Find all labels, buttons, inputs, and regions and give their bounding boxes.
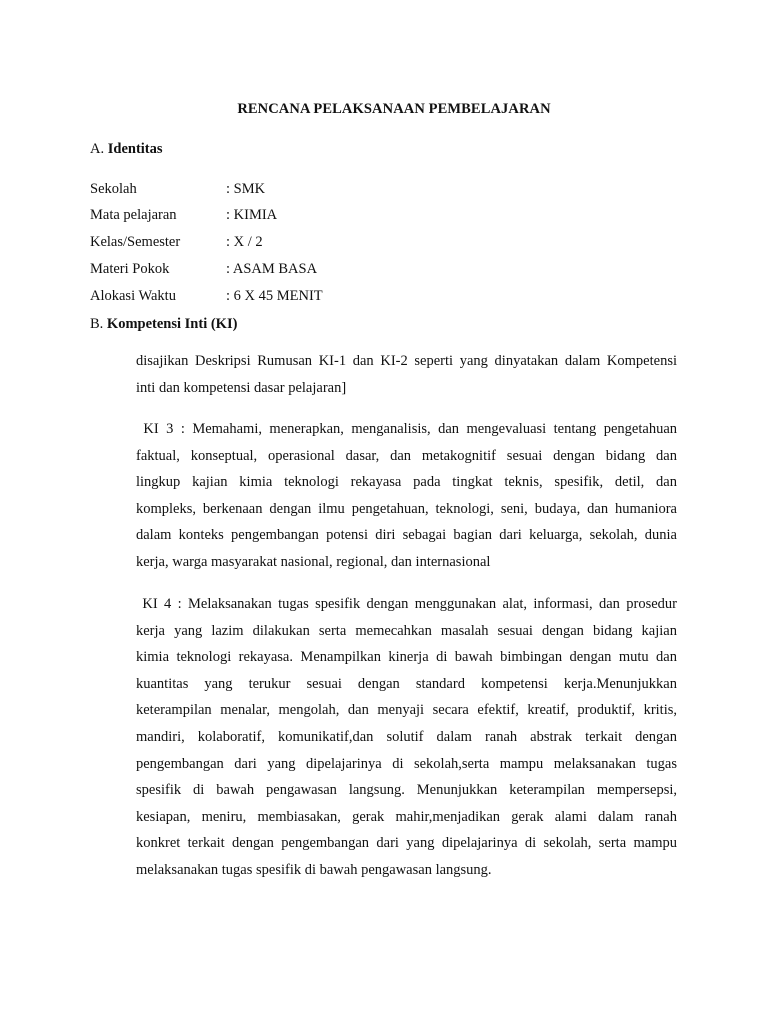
section-a-name: Identitas bbox=[107, 141, 163, 157]
identitas-label: Sekolah bbox=[90, 181, 137, 197]
paragraph-line: kerja yang lazim dilakukan serta memecahkan masalah sesuai dengan bidang kajian bbox=[136, 622, 677, 639]
paragraph-line: KI 4 : Melaksanakan tugas spesifik dengan menggunakan alat, informasi, dan prosedur bbox=[136, 596, 677, 612]
paragraph-line: kesiapan, meniru, membiasakan, gerak mahir,menjadikan gerak alami dalam ranah bbox=[136, 808, 677, 825]
paragraph-line: spesifik di bawah pengawasan langsung. Menunjukkan keterampilan mempersepsi, bbox=[136, 782, 677, 799]
identitas-label: Materi Pokok bbox=[90, 261, 170, 277]
ki4-paragraph bbox=[136, 591, 677, 884]
identitas-label: Mata pelajaran bbox=[90, 207, 177, 223]
paragraph-line: melaksanakan tugas spesifik di bawah pengawasan langsung. bbox=[136, 861, 492, 878]
paragraph-line: konkret terkait dengan pengembangan dari yang dipelajarinya di sekolah, serta mampu bbox=[136, 835, 677, 852]
paragraph-line: keterampilan menalar, mengolah, dan menyaji secara efektif, kreatif, produktif, kritis, bbox=[136, 702, 677, 719]
identitas-value: : 6 X 45 MENIT bbox=[226, 288, 323, 304]
paragraph-line: lingkup kajian kimia teknologi rekayasa pada tingkat teknis, spesifik, detil, dan bbox=[136, 474, 677, 491]
section-b-name: Kompetensi Inti (KI) bbox=[106, 316, 238, 332]
ki3-paragraph bbox=[136, 416, 677, 576]
identitas-value: : X / 2 bbox=[226, 234, 263, 250]
paragraph-line: KI 3 : Memahami, menerapkan, menganalisis, dan mengevaluasi tentang pengetahuan bbox=[136, 421, 677, 437]
identitas-label: Alokasi Waktu bbox=[90, 288, 176, 304]
paragraph-line: kuantitas yang terukur sesuai dengan standard kompetensi kerja.Menunjukkan bbox=[136, 675, 677, 692]
document-title: RENCANA PELAKSANAAN PEMBELAJARAN bbox=[237, 101, 551, 117]
identitas-value: : SMK bbox=[226, 181, 266, 197]
paragraph-line: inti dan kompetensi dasar pelajaran] bbox=[136, 379, 347, 396]
paragraph-line: kompleks, berkenaan dengan ilmu pengetahuan, teknologi, seni, budaya, dan humaniora bbox=[136, 500, 677, 517]
identitas-label: Kelas/Semester bbox=[90, 234, 181, 250]
paragraph-line: pengembangan dari yang dipelajarinya di sekolah,serta mampu melaksanakan tugas bbox=[136, 755, 677, 772]
paragraph-line: kerja, warga masyarakat nasional, regional, dan internasional bbox=[136, 553, 491, 570]
intro-paragraph bbox=[136, 348, 677, 401]
paragraph-line: disajikan Deskripsi Rumusan KI-1 dan KI-2 seperti yang dinyatakan dalam Kompetensi bbox=[136, 353, 677, 369]
section-a-letter: A. bbox=[90, 141, 105, 157]
section-b-letter: B. bbox=[90, 316, 104, 332]
paragraph-line: kimia teknologi rekayasa. Menampilkan kinerja di bawah bimbingan dengan mutu dan bbox=[136, 649, 677, 666]
paragraph-line: mandiri, kolaboratif, komunikatif,dan solutif dalam ranah abstrak terkait dengan bbox=[136, 728, 677, 745]
section-a-heading bbox=[90, 141, 163, 158]
paragraph-line: faktual, konseptual, operasional dasar, dan metakognitif sesuai dengan bidang dan bbox=[136, 447, 677, 464]
identitas-value: : ASAM BASA bbox=[226, 261, 318, 277]
paragraph-line: dalam konteks pengembangan potensi diri sebagai bagian dari keluarga, sekolah, dunia bbox=[136, 527, 677, 544]
section-b-heading bbox=[90, 316, 237, 333]
identitas-value: : KIMIA bbox=[226, 207, 278, 223]
